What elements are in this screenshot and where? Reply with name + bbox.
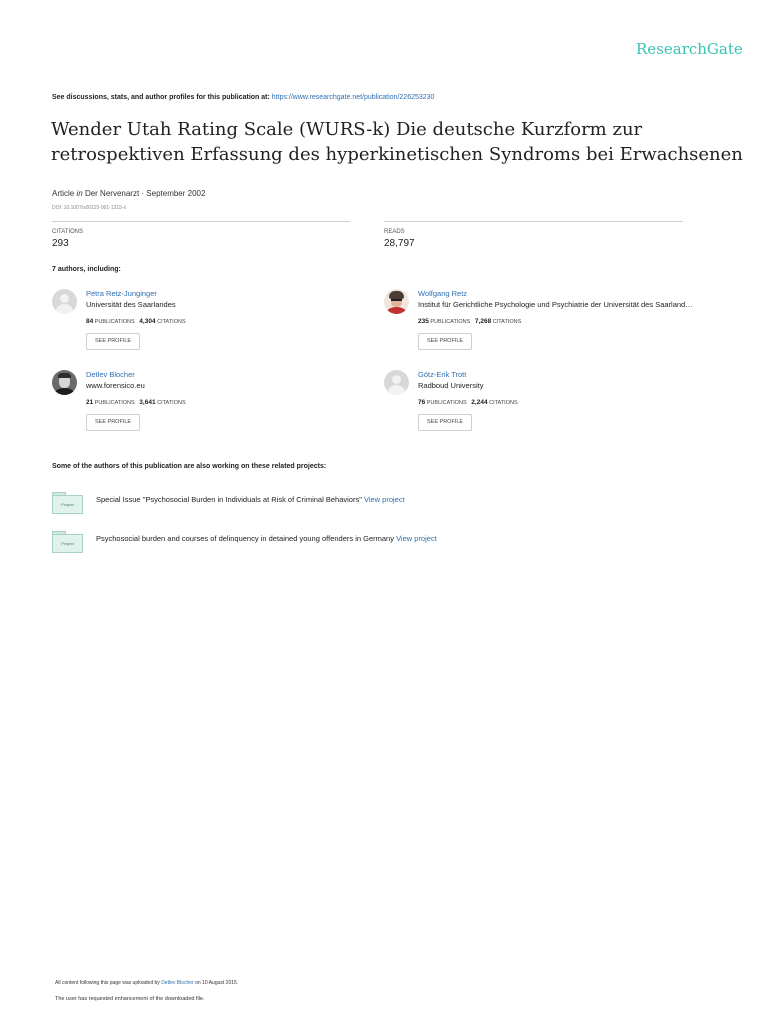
publication-url-link[interactable]: https://www.researchgate.net/publication/226253230 bbox=[271, 94, 435, 101]
avatar-placeholder-icon[interactable] bbox=[52, 289, 77, 314]
view-project-link[interactable]: View project bbox=[396, 534, 437, 543]
author-card bbox=[52, 289, 392, 359]
article-type: Article bbox=[52, 189, 75, 198]
project-folder-icon: Project bbox=[52, 492, 82, 512]
citations-label: CITATIONS bbox=[52, 229, 84, 235]
author-name-link[interactable]: Wolfgang Retz bbox=[418, 289, 468, 298]
reads-label: READS bbox=[384, 229, 405, 235]
title-line-2: retrospektiven Erfassung des hyperkinetischen Syndroms bei Erwachsenen bbox=[51, 144, 743, 165]
project-folder-icon: Project bbox=[52, 531, 82, 551]
author-name-link[interactable]: Götz-Erik Trott bbox=[418, 370, 467, 379]
author-institution: Radboud University bbox=[418, 381, 484, 390]
project-item bbox=[52, 528, 732, 554]
author-counts: 84 PUBLICATIONS 4,304 CITATIONS bbox=[86, 318, 186, 325]
view-project-link[interactable]: View project bbox=[363, 495, 405, 504]
publication-title bbox=[51, 117, 743, 167]
upload-note: All content following this page was uploaded by Detlev Blocher on 10 August 2015. bbox=[55, 980, 239, 986]
author-institution: Institut für Gerichtliche Psychologie und Psychiatrie der Universität des Saarland… bbox=[418, 300, 693, 309]
doi: DOI: 10.1007/s00115-001-1215-x bbox=[52, 205, 127, 211]
project-text: Psychosocial burden and courses of delinquency in detained young offenders in Germany View project bbox=[96, 534, 437, 543]
author-counts: 235 PUBLICATIONS 7,268 CITATIONS bbox=[418, 318, 522, 325]
author-card bbox=[384, 289, 724, 359]
researchgate-logo[interactable]: ResearchGate bbox=[636, 40, 743, 58]
author-institution: www.forensico.eu bbox=[86, 381, 145, 390]
journal-info: Der Nervenarzt · September 2002 bbox=[84, 189, 206, 198]
projects-heading: Some of the authors of this publication are also working on these related projects: bbox=[52, 463, 327, 470]
title-line-1: Wender Utah Rating Scale (WURS-k) Die deutsche Kurzform zur bbox=[51, 119, 643, 140]
divider-citations bbox=[52, 221, 350, 222]
author-counts: 76 PUBLICATIONS 2,244 CITATIONS bbox=[418, 399, 518, 406]
see-profile-button[interactable]: SEE PROFILE bbox=[86, 414, 140, 431]
in-label: in bbox=[76, 189, 83, 198]
reads-count: 28,797 bbox=[384, 238, 415, 249]
author-institution: Universität des Saarlandes bbox=[86, 300, 176, 309]
author-name-link[interactable]: Petra Retz-Junginger bbox=[86, 289, 157, 298]
author-photo-avatar[interactable] bbox=[384, 289, 409, 314]
see-profile-button[interactable]: SEE PROFILE bbox=[86, 333, 140, 350]
author-photo-avatar[interactable] bbox=[52, 370, 77, 395]
uploader-link[interactable]: Detlev Blocher bbox=[161, 980, 194, 986]
author-name-link[interactable]: Detlev Blocher bbox=[86, 370, 135, 379]
project-text: Special Issue "Psychosocial Burden in Individuals at Risk of Criminal Behaviors" View project bbox=[96, 495, 405, 504]
author-card bbox=[384, 370, 724, 440]
author-counts: 21 PUBLICATIONS 3,641 CITATIONS bbox=[86, 399, 186, 406]
enhancement-note: The user has requested enhancement of the downloaded file. bbox=[55, 996, 205, 1002]
publication-meta bbox=[52, 189, 205, 198]
authors-heading: 7 authors, including: bbox=[52, 266, 121, 273]
discussions-prefix: See discussions, stats, and author profiles for this publication at: bbox=[52, 94, 270, 101]
discussions-line bbox=[52, 94, 434, 101]
divider-reads bbox=[384, 221, 683, 222]
see-profile-button[interactable]: SEE PROFILE bbox=[418, 414, 472, 431]
project-item bbox=[52, 489, 732, 515]
author-card bbox=[52, 370, 392, 440]
citations-count: 293 bbox=[52, 238, 69, 249]
see-profile-button[interactable]: SEE PROFILE bbox=[418, 333, 472, 350]
avatar-placeholder-icon[interactable] bbox=[384, 370, 409, 395]
